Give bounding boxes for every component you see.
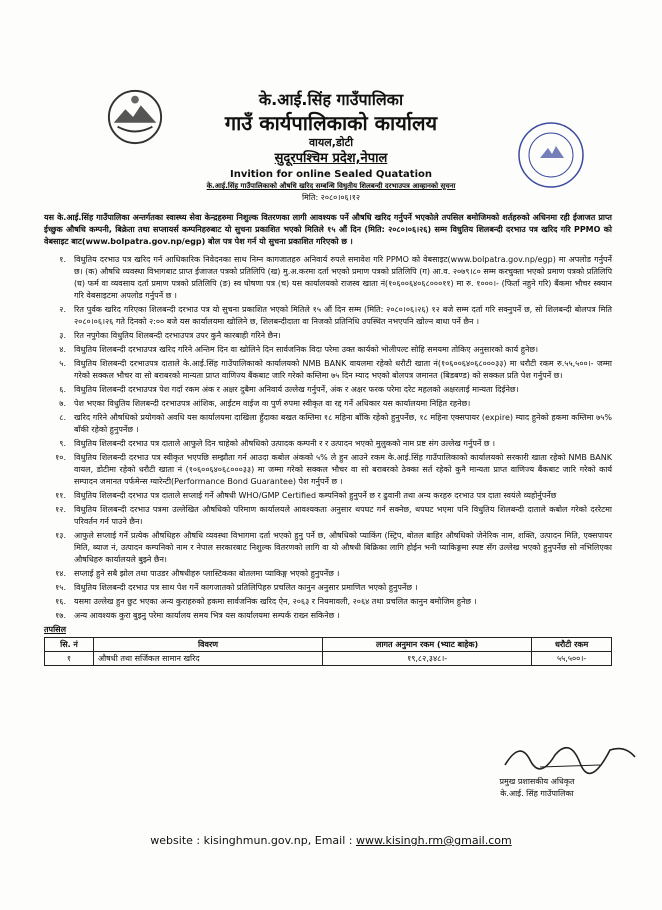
list-item [44, 384, 612, 396]
row-desc: औषधी तथा सर्जिकल सामान खरिद [94, 652, 323, 666]
item-number: १६. [55, 597, 66, 606]
list-item [44, 358, 612, 382]
schedule-title: तपसिल [44, 625, 67, 634]
item-text: पेश भएका विधुतिय शिलबन्दी दरभाउपत्र आंशिक, आईटम वाईज वा पुर्ण रुपमा स्वीकृत वा रद्द गर्ने अधिकार यस कार्यालयमा निहित रहनेछ। [74, 399, 471, 408]
conditions-list [44, 254, 612, 622]
notice-subject: के.आई.सिंह गाउँपालिकाको औषधि खरिद सम्बन्धि विधुतीय शिलबन्दी दरभाउपत्र आव्हानको सूचना [206, 182, 456, 190]
item-text: विधुतिय शिलबन्दी दरभाउ पत्रमा उल्लेखित औषधिको परिमाण कार्यालयले आवश्यकता अनुसार थपघट गर्न सक्नेछ, थपघट भएमा पनि विधुतिय शिलबन्दी दाताले कबोल गरेको दररेटमा परिवर्तन गर्न पाउने छैन। [74, 505, 612, 526]
list-item [44, 610, 612, 622]
item-number: १५. [55, 583, 66, 592]
item-text: खरिद गरिने औषधिको प्रयोगको अवधि यस कार्यालयमा दाखिला हुँदाका बखत कम्तिमा १८ महिना बाँकि रहेको हुनुपर्नेछ, १८ महिना एक्सपायर (expire) म्याद हुनेको हकमा कम्तिमा ७५% बाँकी रहेको हुनुपर्नेछ । [74, 413, 612, 434]
item-number: ४. [59, 345, 66, 354]
item-text: विधुतिय शिलबन्दी दरभाउ पत्र साथ पेश गर्ने कागजातको प्रतिलिपिहरु प्रचलित कानुन अनुसार प्रमाणित भएको हुनुपर्नेछ । [74, 583, 418, 592]
item-number: ५. [59, 359, 66, 368]
list-item [44, 582, 612, 594]
signatory-org: के.आई. सिंह गाउँपालिका [500, 789, 574, 798]
list-item [44, 254, 612, 302]
col-deposit: धरौटी रकम [532, 638, 612, 652]
item-text: विधुतिय शिलबन्दी दरभाउ पत्र दाताले सप्लाई गर्ने औषधी WHO/GMP Certified कम्पनिको हुनुपर्ने छ र ढुवानी तथा अन्य करहरु दरभाउ पत्र दाता स्वयंले व्यहोर्नुपर्नेछ [74, 491, 557, 500]
list-item [44, 330, 612, 342]
website-link[interactable]: kisinghmun.gov.np, [203, 834, 312, 847]
list-item [44, 452, 612, 488]
office-location: वायल,डोटी [308, 136, 354, 149]
list-item [44, 344, 612, 356]
item-text: सप्लाई हुने सबै झोल तथा पाउडर औषधीहरु प्लास्टिकका बोतलमा प्याकिङ्ग भएको हुनुपर्नेछ । [74, 569, 340, 578]
item-number: १४. [55, 569, 66, 578]
notice-date: मिति: २०८०।०६।१२ [301, 193, 361, 202]
list-item [44, 412, 612, 436]
signatory-title: प्रमुख प्रशासकीय अधिकृत [499, 777, 575, 786]
item-text: विधुतिय शिलबन्दी दरभाउपत्र खरिद गरिने अन्तिम दिन वा खोलिने दिन सार्वजनिक विदा परेमा उक्त कार्यको भोलीपल्ट सोहि समयमा तोकिए अनुसारको कार्य हुनेछ। [74, 345, 539, 354]
row-deposit: ५५,५००।- [532, 652, 612, 666]
list-item [44, 438, 612, 450]
table-header-row [45, 638, 612, 652]
item-text: विधुतिय दरभाउ पत्र खरिद गर्न आधिकारिक निवेदनका साथ निम्न कागजातहरु अनिवार्य रुपले समावेश गरि PPMO को वेबसाइट(www.bolpatra.gov.np/egp) मा अपलोड गर्नुपर्ने छ। (क) औषधि व्यवस्था विभागबाट प्राप्त ईजाजत पत्रको प्रतिलिपि (ख) मु.अ.करमा दर्ता भएको प्रमाण पत्रको प्रतिलिपि (ग) आ.व. २०७९।८० सम्म करचुक्ता भएको प्रमाण पत्रको प्रतिलिपि (घ) फर्म वा व्यवसाय दर्ता प्रमाण पत्रको प्रतिलिपि (ङ) स्व घोषणा पत्र (च) यस कार्यालयको राजस्व खाता नं(१०६००६४०६८०००११) मा रु. १०००।- (फिर्ता नहुने गरि) बैंकमा भौचर स्क्यान गरि वेबसाइटमा अपलोड गर्नुपर्ने छ । [74, 255, 612, 300]
item-number: ९. [59, 439, 66, 448]
item-text: यसमा उल्लेख हुन छुट भएका अन्य कुराहरुको हकमा सार्वजनिक खरिद ऐन, २०६३ र नियमावली, २०६४ तथा प्रचलित कानुन बमोजिम हुनेछ । [74, 597, 477, 606]
item-number: १. [59, 255, 66, 264]
item-text: विधुतिय शिलबन्दी दरभाउ पत्र दाताले आफुले दिन चाहेको औषधिको उत्पादक कम्पनी र र उत्पादन भएको मुलुकको नाम प्रष्ट संग उल्लेख गर्नुपर्ने छ । [74, 439, 496, 448]
org-name: के.आई.सिंह गाउँपालिका [258, 90, 404, 109]
item-number: १३. [55, 531, 66, 540]
item-number: २. [59, 305, 66, 314]
item-number: १०. [55, 453, 66, 462]
item-text: अन्य आवश्यक कुरा बुझ्नु परेमा कार्यालय समय भित्र यस कार्यालयमा सम्पर्क राख्न सकिनेछ । [74, 611, 340, 620]
list-item [44, 504, 612, 528]
item-text: विधुतिय शिलबन्दी दरभाउपत्र दाताले के.आई.सिंह गाउँपालिकाको कार्यालयको NMB BANK वायलमा रहेको धरौटी खाता नं(१०६००६४०६८०००३३) मा धरौटी रकम रु.५५,५००।- जम्मा गरेको सक्कल भौचर वा सो बराबरको मान्यता प्राप्त वाणिज्य बैंकबाट जारि गरेको कम्तिमा ७५ दिन म्याद भएको बोलपत्र जमानत (बिडबण्ड) को सक्कल प्रति पेश गर्नुपर्ने छ। [74, 359, 612, 380]
item-number: ११. [55, 491, 66, 500]
website-label: website : [150, 834, 201, 847]
item-text: रित नपुगेका विधुतिय शिलबन्दी दरभाउपत्र उपर कुनै कारबाही गरिने छैन। [74, 331, 281, 340]
notice-body [44, 212, 612, 666]
item-number: १७. [55, 611, 66, 620]
list-item [44, 398, 612, 410]
item-number: ३. [59, 331, 66, 340]
item-text: रित पुर्वक खरिद गरिएका शिलबन्दी दरभाउ पत्र यो सुचना प्रकाशित भएको मितिले १५ औं दिन सम्म (मिति: २०८०।०६।२६) १२ बजे सम्म दर्ता गरि सक्नुपर्ने छ, सो शिलबन्दी बोलपत्र मिति २०८०।०६।२६ गते दिनको २:०० बजे यस कार्यालयमा खोलिने छ, शिलबन्दीदाता वा निजको प्रतिनिधि उपस्थित नभएपनि खोल्न बाधा पर्ने छैन । [74, 305, 612, 326]
email-label: Email : [314, 834, 353, 847]
footer-contact [0, 834, 662, 847]
item-text: आफुले सप्लाई गर्ने प्रत्येक औषधिहरु औषधि व्यवस्था विभागमा दर्ता भएको हुनु पर्ने छ, औषधिको प्याकिंग (स्ट्रिप, बोतल बाहिर औषधिको जेनेरिक नाम, शक्ति, उत्पादन मिति, एक्सपायर मिति, ब्याज नं, उत्पादन कम्पनिको नाम र नेपाल सरकारबाट निशुल्क वितरणको लागि वा यो औषधी बिक्रिका लागि होईन भनी प्याकिङ्गमा स्पष्ट सँग उल्लेख भएको हुनुपर्नेछ सो नभिलिएका औषधिहरु कार्यालयले बुझ्ने छैन। [74, 531, 612, 564]
item-number: ६. [59, 385, 66, 394]
intro-paragraph: यस के.आई.सिंह गाउँपालिका अन्तर्गतका स्वास्थ्य सेवा केन्द्रहरुमा निशुल्क वितरणका लागी आवश्यक पर्ने औषधि खरिद गर्नुपर्ने भएकोले तपसिल बमोजिमको शर्तहरुको अधिनमा रही ईजाजत प्राप्त ईच्छुक औषधि कम्पनी, बिक्रेता तथा सप्लायर्स कम्पनिहरुबाट यो सुचना प्रकाशित भएको मितिले १५ औं दिन (मिति: २०८०।०६।२६) सम्म विधुतिय शिलबन्दी दरभाउ पत्र खरिद गरि PPMO को वेबसाइट बाट(www.bolpatra.gov.np/egp) बोल पत्र पेश गर्न यो सुचना प्रकाशित गरिएको छ । [44, 213, 612, 246]
list-item [44, 568, 612, 580]
table-row [45, 652, 612, 666]
list-item [44, 490, 612, 502]
col-sn: सि. नं [45, 638, 94, 652]
list-item [44, 304, 612, 328]
col-cost: लागत अनुमान रकम (भ्याट बाहेक) [323, 638, 532, 652]
row-sn: १ [45, 652, 94, 666]
item-text: विधुतिय शिलबन्दी दरभाउ पत्र स्वीकृत भएपछि सम्झौता गर्न आउदा कबोल अंकको ५% ले हुन आउने रकम के.आई.सिंह गाउँपालिकाको कार्यालयको सरकारी खाता रहेको NMB BANK वायल, डोटीमा रहेको धरौटी खाता नं (१०६००६४०६८०००३३) मा जम्मा गरेको सक्कल भौचर वा सो बराबरको ठेक्का सर्त रहेको कुनै मान्यता प्राप्त वाणिज्य बैंकबाट जारि गरेको कार्य सम्पादन जमानत पर्फमेन्स ग्यारेन्टी(Performance Bond Guarantee) पेश गर्नुपर्ने छ । [74, 453, 612, 486]
item-number: ७. [59, 399, 66, 408]
office-seal-icon [516, 120, 586, 190]
list-item [44, 596, 612, 608]
office-name: गाउँ कार्यपालिकाको कार्यालय [224, 111, 438, 135]
item-number: ८. [59, 413, 66, 422]
signature-icon [500, 735, 640, 775]
item-text: विधुतिय शिलबन्दी दरभाउपत्र पेश गर्दा रकम अंक र अक्षर दुबैमा अनिवार्य उल्लेख गर्नुपर्ने, अंक र अक्षर फरक परेमा दरेट महलको अक्षरलाई मान्यता दिईनेछ। [74, 385, 519, 394]
list-item [44, 530, 612, 566]
signatory-block [462, 776, 612, 800]
schedule-table [44, 637, 612, 666]
item-number: १२. [55, 505, 66, 514]
row-cost: १९,८२,३४८।- [323, 652, 532, 666]
col-desc: विवरण [94, 638, 323, 652]
province-name: सुदूरपश्चिम प्रदेश,नेपाल [274, 151, 388, 166]
invitation-title: Invition for online Sealed Quatation [229, 169, 432, 180]
email-link[interactable]: www.kisingh.rm@gmail.com [355, 834, 512, 847]
